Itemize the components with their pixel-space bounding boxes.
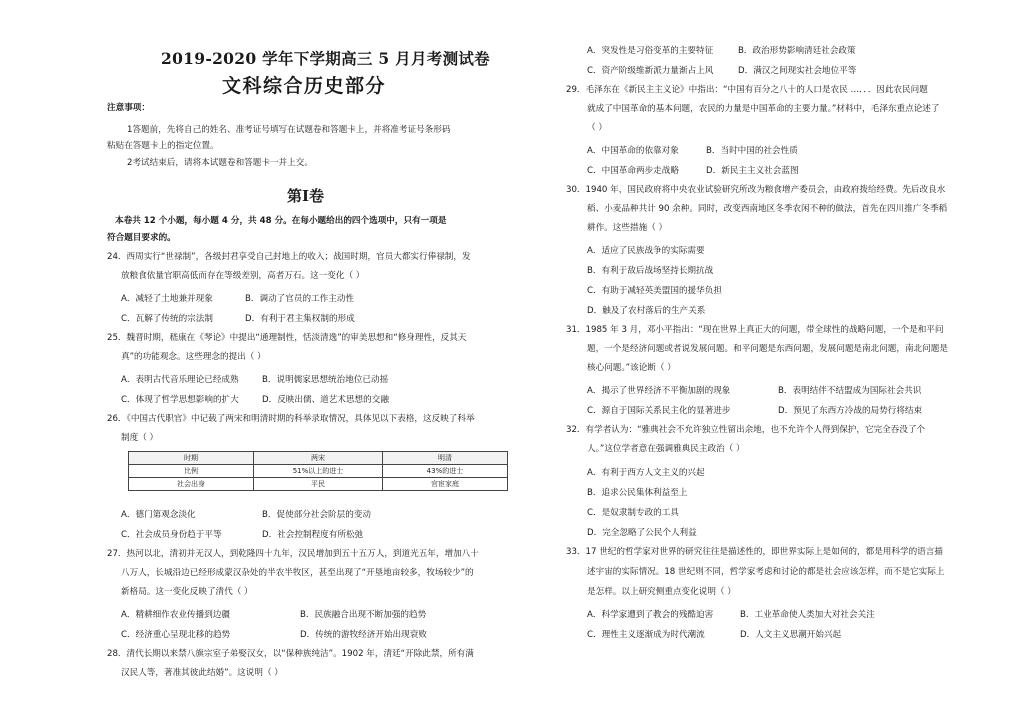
question-30-option-c: C．有助于减轻英美盟国的援华负担 [587, 286, 722, 296]
question-27-line-3: 新格局。这一变化反映了清代（ ） [121, 587, 253, 597]
question-33-line-2: 述宇宙的实际情况。18 世纪则不同，哲学家考虑和讨论的都是社会应该怎样，而不是它实际上 [587, 567, 945, 577]
question-29-option-c: C．中国革命两步走战略 [587, 166, 679, 176]
question-33-option-b: B．工业革命使人类加大对社会关注 [740, 610, 875, 620]
question-25-line-1: 25．魏晋时期，嵇康在《琴论》中提出“通理制性，恬淡清逸”的审美思想和“修身理性，反其天 [107, 333, 467, 343]
question-26-option-d: D．社会控制程度有所松弛 [262, 530, 364, 540]
question-29-line-2: 就成了中国革命的基本问题，农民的力量是中国革命的主要力量。”材料中，毛泽东重点论述了 [587, 104, 940, 114]
question-32-line-1: 32．有学者认为：“雅典社会不允许独立性留出余地，也不允许个人得到保护，它完全吞没了个 [566, 425, 926, 435]
question-29-option-d: D．新民主主义社会蓝图 [706, 166, 799, 176]
question-24-line-2: 放粮食依量官职高低而存在等级差别，高者万石。这一变化（ ） [121, 271, 365, 281]
question-27-line-1: 27．热河以北，清初并无汉人，到乾隆四十九年，汉民增加到五十五万人，到道光五年，增加八十 [107, 549, 479, 559]
question-33-line-1: 33．17 世纪的哲学家对世界的研究往往是描述性的，即世界实际上是如何的，都是用科学的语言描 [566, 547, 943, 557]
table-cell: 两宋 [254, 452, 383, 465]
question-31-line-3: 核心问题。”该论断（ ） [587, 363, 676, 373]
question-30-option-b: B．有利于敌后战场坚持长期抗战 [587, 266, 714, 276]
question-25-option-a: A．表明古代音乐理论已经成熟 [121, 375, 239, 385]
question-31-option-a: A．揭示了世界经济不平衡加剧的现象 [587, 386, 731, 396]
notice-heading: 注意事项： [107, 103, 150, 113]
question-29-option-b: B．当时中国的社会性质 [706, 146, 798, 156]
question-25-option-b: B．说明儒家思想统治地位已动摇 [262, 375, 389, 385]
question-26-table [128, 451, 508, 491]
exam-title: 2019-2020 学年下学期高三 5 月月考测试卷 [161, 49, 490, 68]
notice-item-1-line-1: 1答题前，先将自己的姓名、准考证号填写在试题卷和答题卡上，并将准考证号条形码 [127, 125, 451, 135]
question-26-line-2: 制度（ ） [121, 433, 159, 443]
question-24-line-1: 24．西周实行“世禄制”，各级封君享受自己封地上的收入；战国时期，官员大都实行俸禄制，发 [107, 252, 471, 262]
table-cell: 平民 [254, 478, 383, 491]
question-29-option-a: A．中国革命的依靠对象 [587, 146, 679, 156]
exam-subtitle: 文科综合历史部分 [222, 75, 387, 97]
question-30-line-1: 30．1940 年，国民政府将中央农业试验研究所改为粮食增产委员会，由政府拨给经费。先后改良水 [566, 185, 946, 195]
question-31-option-b: B．表明结伴不结盟成为国际社会共识 [778, 386, 922, 396]
table-cell: 社会出身 [129, 478, 254, 491]
question-27-option-a: A．精耕细作农业传播到边疆 [121, 610, 231, 620]
question-28-option-b: B．政治形势影响清廷社会政策 [738, 46, 856, 56]
notice-item-2: 2考试结束后，请将本试题卷和答题卡一并上交。 [127, 158, 313, 168]
table-row [129, 478, 508, 491]
table-row [129, 452, 508, 465]
question-33-option-d: D．人文主义思潮开始兴起 [740, 630, 842, 640]
question-25-option-c: C．体现了哲学思想影响的扩大 [121, 395, 239, 405]
question-33-line-3: 是怎样。以上研究侧重点变化说明（ ） [587, 587, 736, 597]
question-30-line-3: 耕作。这些措施（ ） [587, 223, 668, 233]
table-row [129, 465, 508, 478]
question-30-line-2: 稻、小麦品种共计 90 余种。同时，改变西南地区冬季农闲不种的做法，首先在四川推广冬季稻 [587, 204, 948, 214]
question-29-line-1: 29．毛泽东在《新民主主义论》中指出：“中国有百分之八十的人口是农民 …．．．因此农民问题 [566, 85, 928, 95]
question-28-line-2: 汉民人等，著准其彼此结婚”。这说明（ ） [121, 668, 283, 678]
question-24-option-a: A．减轻了土地兼并现象 [121, 294, 213, 304]
question-24-option-b: B．调动了官员的工作主动性 [245, 294, 355, 304]
question-24-option-c: C．瓦解了传统的宗法制 [121, 314, 213, 324]
part-title: 第Ⅰ卷 [287, 187, 325, 205]
table-cell: 比例 [129, 465, 254, 478]
question-27-line-2: 八万人，长城沿边已经形成蒙汉杂处的半农半牧区，甚至出现了“开垦地亩较多，牧场较少”的 [121, 568, 474, 578]
question-27-option-d: D．传统的游牧经济开始出现衰败 [300, 630, 427, 640]
table-cell: 43%的进士 [382, 465, 507, 478]
question-28-option-a: A．突发性是习俗变革的主要特征 [587, 46, 714, 56]
question-27-option-b: B．民族融合出现不断加强的趋势 [300, 610, 427, 620]
part-instruction-line-1: 本卷共 12 个小题，每小题 4 分，共 48 分。在每小题给出的四个选项中，只有一项是 [115, 216, 447, 226]
question-24-option-d: D．有利于君主集权制的形成 [245, 314, 355, 324]
table-cell: 时期 [129, 452, 254, 465]
question-26-line-1: 26．《中国古代职官》中记载了两宋和明清时期的科举录取情况，具体见以下表格，这反映了科举 [107, 414, 475, 424]
question-32-line-2: 人。”这位学者意在强调雅典民主政治（ ） [587, 444, 745, 454]
question-26-option-a: A．德门第观念淡化 [121, 510, 196, 520]
question-29-line-3: （ ） [587, 123, 607, 133]
part-instruction-line-2: 符合题目要求的。 [107, 233, 176, 243]
question-33-option-c: C．理性主义逐渐成为时代潮流 [587, 630, 705, 640]
question-31-option-c: C．源自于国际关系民主化的显著进步 [587, 406, 731, 416]
question-32-option-b: B．追求公民集体利益至上 [587, 488, 688, 498]
question-30-option-d: D．触及了农村落后的生产关系 [587, 306, 706, 316]
question-25-line-2: 真”的功能观念。这些理念的提出（ ） [121, 352, 266, 362]
question-28-option-c: C．资产阶级维新派力量渐占上风 [587, 66, 714, 76]
question-27-option-c: C．经济重心呈现北移的趋势 [121, 630, 231, 640]
question-28-option-d: D．满汉之间现实社会地位平等 [738, 66, 857, 76]
question-31-line-1: 31．1985 年 3 月，邓小平指出：“现在世界上真正大的问题，带全球性的战略问题，一个是和平问 [566, 325, 944, 335]
question-32-option-a: A．有利于西方人文主义的兴起 [587, 468, 705, 478]
question-26-option-c: C．社会成员身份趋于平等 [121, 530, 222, 540]
question-25-option-d: D．反映出儒、道艺术思想的交融 [262, 395, 389, 405]
table-cell: 明清 [382, 452, 507, 465]
table-cell: 51%以上的进士 [254, 465, 383, 478]
notice-item-1-line-2: 粘贴在答题卡上的指定位置。 [107, 141, 219, 151]
table-cell: 官宦家庭 [382, 478, 507, 491]
question-30-option-a: A．适应了民族战争的实际需要 [587, 246, 705, 256]
question-28-line-1: 28．清代长期以来禁八旗宗室子弟娶汉女，以“保种族纯洁”。1902 年，清廷“开除此禁，所有满 [107, 649, 474, 659]
question-31-option-d: D．预见了东西方冷战的局势行将结束 [778, 406, 923, 416]
question-26-option-b: B．促使部分社会阶层的变动 [262, 510, 372, 520]
question-32-option-c: C．是奴隶制专政的工具 [587, 508, 679, 518]
question-31-line-2: 题，一个是经济问题或者说发展问题。和平问题是东西问题，发展问题是南北问题，南北问题是 [587, 344, 948, 354]
question-32-option-d: D．完全忽略了公民个人利益 [587, 528, 697, 538]
question-33-option-a: A．科学家遭到了教会的残酷迫害 [587, 610, 714, 620]
